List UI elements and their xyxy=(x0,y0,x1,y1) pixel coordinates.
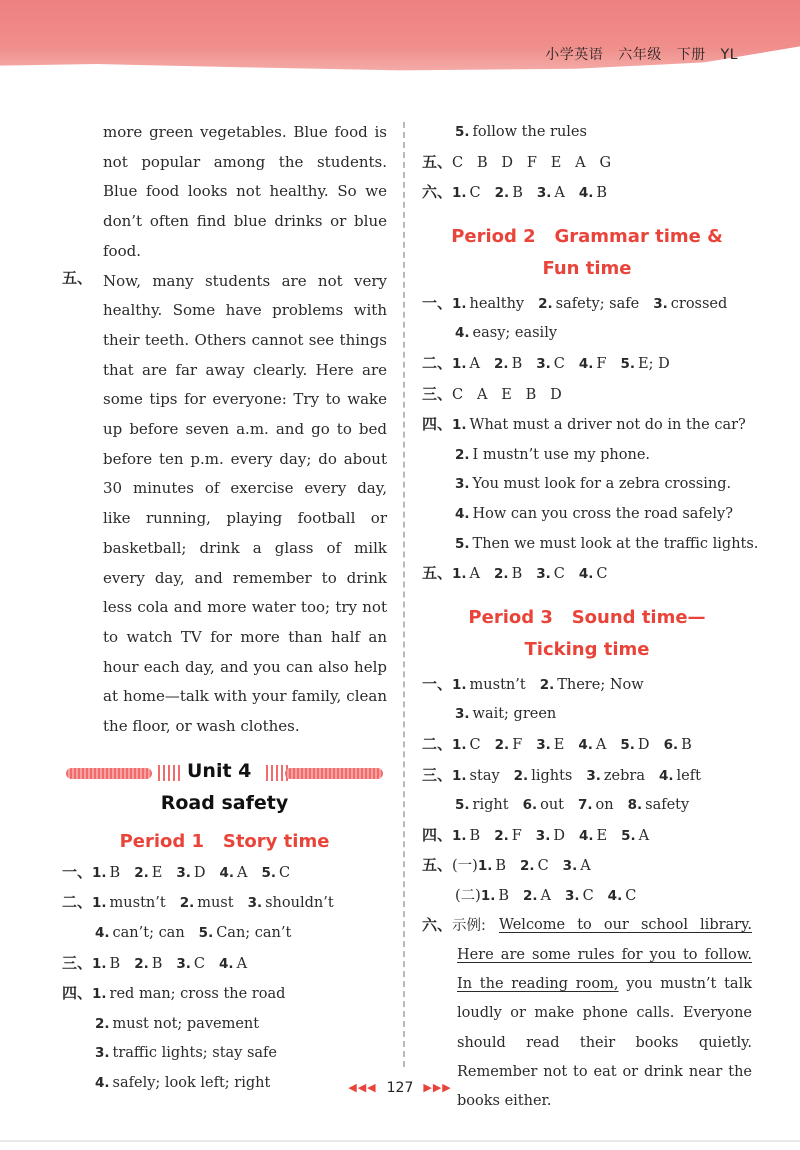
item-number: 2. xyxy=(494,566,509,583)
answer-line xyxy=(422,761,752,792)
answer-text: shouldn’t xyxy=(265,895,334,912)
answer-text: C xyxy=(553,355,565,372)
answer-text: B xyxy=(495,858,507,875)
answer-text: A xyxy=(580,858,591,875)
page-footer xyxy=(0,1080,800,1096)
section-marker: 二、 xyxy=(422,734,453,753)
item-number: 4. xyxy=(658,767,674,784)
item-number: 2. xyxy=(134,864,149,881)
item-number: 4. xyxy=(95,924,110,941)
item-number: 2. xyxy=(179,895,195,912)
item-number: 3. xyxy=(455,476,470,493)
answer-text: E xyxy=(596,827,608,844)
column-divider xyxy=(403,122,405,1067)
item-number: 4. xyxy=(455,325,470,342)
answer-line xyxy=(422,441,752,471)
answer-line xyxy=(422,670,752,701)
item-number: 1. xyxy=(452,827,467,844)
item-number: 5. xyxy=(620,736,635,753)
answer-text: Can; can’t xyxy=(216,924,292,941)
section-marker: 三、 xyxy=(422,384,453,403)
item-number: 2. xyxy=(494,827,509,844)
section-marker: 五、 xyxy=(422,564,453,583)
section-marker: 四、 xyxy=(422,415,453,434)
item-number: 4. xyxy=(578,736,593,753)
answer-text: C xyxy=(553,566,565,583)
item-number: 8. xyxy=(627,797,643,814)
item-number: 4. xyxy=(578,566,594,583)
section-marker: 三、 xyxy=(422,765,453,784)
answer-line xyxy=(422,911,486,942)
answer-items xyxy=(478,858,591,874)
answer-text: crossed xyxy=(670,295,728,312)
section-marker: 五、 xyxy=(62,268,93,287)
item-number: 6. xyxy=(663,736,679,753)
section-marker: 一、 xyxy=(422,674,453,693)
item-number: 2. xyxy=(523,887,538,904)
answer-line xyxy=(422,821,752,852)
answer-text: easy; easily xyxy=(472,325,558,342)
answer-text: D xyxy=(637,736,650,753)
section-marker: 五、 xyxy=(422,856,453,875)
answer-line xyxy=(422,178,752,209)
heading-decor-bar xyxy=(285,768,383,779)
period-heading: Period 3 Sound time— xyxy=(468,606,706,628)
period-heading-continued: Fun time xyxy=(542,257,632,279)
answer-text: F xyxy=(511,827,522,844)
answer-line xyxy=(422,410,752,441)
item-number: 1. xyxy=(477,858,493,875)
answer-text: safety; safe xyxy=(555,295,640,312)
answer-line xyxy=(422,380,752,411)
answer-text: must not; pavement xyxy=(112,1015,260,1032)
answer-text: A xyxy=(469,566,481,583)
period-heading: Period 1 Story time xyxy=(119,830,330,852)
answer-items xyxy=(481,888,636,904)
item-number: 6. xyxy=(522,797,538,814)
answer-line xyxy=(62,858,387,889)
answer-text: mustn’t xyxy=(469,676,526,693)
item-number: 1. xyxy=(452,295,467,312)
section-marker: 六、 xyxy=(422,916,453,935)
answer-text: How can you cross the road safely? xyxy=(472,505,733,522)
item-number: 4. xyxy=(455,505,470,522)
answer-text: A xyxy=(237,864,248,881)
answer-text: safely; look left; right xyxy=(112,1074,271,1091)
item-number: 1. xyxy=(452,355,467,372)
answer-line xyxy=(422,700,752,730)
answer-line xyxy=(62,979,387,1010)
answer-line xyxy=(422,559,752,590)
item-number: 3. xyxy=(176,955,191,972)
example-text: you mustn’t talk loudly or make phone calls. Everyone should read their books quietly. Remember not to eat or drink near the books either. xyxy=(457,976,752,1110)
answer-line xyxy=(422,791,752,821)
section-marker: 五、 xyxy=(422,152,453,171)
answer-text: lights xyxy=(531,767,573,784)
item-number: 3. xyxy=(586,767,601,784)
unit-subtitle: Road safety xyxy=(160,791,289,814)
item-number: 1. xyxy=(92,864,107,881)
answer-line xyxy=(422,148,752,179)
item-number: 1. xyxy=(452,566,467,583)
answer-text: C A E B D xyxy=(452,386,562,403)
answer-line xyxy=(422,851,752,882)
item-number: 3. xyxy=(536,185,552,202)
answer-text: There; Now xyxy=(557,676,644,693)
answer-text: D xyxy=(553,827,565,844)
item-number: 2. xyxy=(538,295,553,312)
heading-decor-bar xyxy=(66,768,152,779)
answer-text: C xyxy=(582,887,594,904)
answer-text: You must look for a zebra crossing. xyxy=(472,476,732,493)
header-banner xyxy=(0,0,800,80)
answer-line xyxy=(62,888,387,919)
section-marker: 四、 xyxy=(422,825,453,844)
header-book-info xyxy=(535,44,738,64)
answer-text: out xyxy=(540,797,564,814)
item-number: 5. xyxy=(455,124,470,140)
item-number: 2. xyxy=(134,955,149,972)
left-column xyxy=(62,118,387,1099)
item-number: 1. xyxy=(452,417,467,434)
item-number: 2. xyxy=(455,446,470,463)
item-number: 2. xyxy=(539,676,555,693)
answer-text: Then we must look at the traffic lights. xyxy=(472,535,759,552)
example-underlined-text: Welcome to our school library. Here are some rules for you to follow. In the reading room, xyxy=(457,917,752,993)
bottom-rule xyxy=(0,1140,800,1142)
section-marker: 四、 xyxy=(62,984,93,1003)
answer-text: A xyxy=(554,185,565,202)
item-number: 5. xyxy=(198,924,214,941)
answer-line xyxy=(62,949,387,980)
answer-line xyxy=(422,349,752,380)
answer-text: C B D F E A G xyxy=(452,154,612,171)
unit-title: Unit 4 xyxy=(187,759,252,782)
section-marker: 一、 xyxy=(62,862,93,881)
item-number: 4. xyxy=(219,864,235,881)
example-label: 示例: xyxy=(452,918,486,935)
answer-text: D xyxy=(193,864,206,881)
answer-text: B xyxy=(151,955,163,972)
header-volume: 下册 xyxy=(676,47,706,63)
answer-line xyxy=(422,730,752,761)
answer-line xyxy=(422,882,752,912)
item-number: 5. xyxy=(621,827,636,844)
item-number: 3. xyxy=(95,1045,110,1062)
item-number: 5. xyxy=(455,535,470,552)
item-number: 1. xyxy=(452,736,467,753)
item-number: 2. xyxy=(494,185,510,202)
answer-line xyxy=(62,919,387,949)
unit-heading-bar xyxy=(62,759,387,784)
item-number: 3. xyxy=(176,864,191,881)
answer-text: B xyxy=(498,887,510,904)
left-arrows-icon: ◀◀◀ xyxy=(348,1081,377,1094)
page-number: 127 xyxy=(386,1080,414,1096)
right-column xyxy=(422,118,759,1117)
answer-text: E xyxy=(553,736,565,753)
answer-text: C xyxy=(469,185,481,202)
item-number: 1. xyxy=(92,955,107,972)
answer-text: right xyxy=(472,797,509,814)
item-number: 1. xyxy=(92,986,107,1003)
answer-text: F xyxy=(512,736,523,753)
item-number: 4. xyxy=(578,185,594,202)
answer-text: C xyxy=(537,858,549,875)
item-number: 1. xyxy=(452,185,467,202)
answer-text: on xyxy=(595,797,614,814)
answer-text: E xyxy=(151,864,163,881)
answer-block-5 xyxy=(62,267,387,742)
answer-text: A xyxy=(595,736,607,753)
answer-text: C xyxy=(193,955,206,972)
item-number: 3. xyxy=(455,706,470,723)
right-arrows-icon: ▶▶▶ xyxy=(423,1081,452,1094)
answer-text: A xyxy=(638,827,650,844)
answer-text: B xyxy=(109,864,121,881)
item-number: 3. xyxy=(562,858,578,875)
item-number: 1. xyxy=(480,887,496,904)
answer-text: What must a driver not do in the car? xyxy=(469,417,746,434)
answer-text: stay xyxy=(469,767,500,784)
answer-text: can’t; can xyxy=(112,924,185,941)
header-grade: 六年级 xyxy=(618,47,662,63)
answer-text: E; D xyxy=(637,355,670,372)
answer-text: zebra xyxy=(603,767,645,784)
item-number: 3. xyxy=(565,887,580,904)
answer-line xyxy=(62,1039,387,1069)
item-number: 4. xyxy=(219,955,234,972)
answer-text: B xyxy=(469,827,481,844)
answer-text: C xyxy=(596,566,608,583)
sub-part-label: (一) xyxy=(452,858,478,875)
item-number: 5. xyxy=(455,797,470,814)
model-passage: Now, many students are not very healthy. Some have problems with their teeth. Others cannot see things that are far away clearly. Here are some tips for everyone: Try to wake up before seven a.m. and go to bed before ten p.m. every day; do about 30 minutes of exercise every day, like running, playing football or basketball; drink a glass of milk every day, and remember to drink less cola and more water too; try not to watch TV for more than half an hour each day, and you can also help at home—talk with your family, clean the floor, or wash clothes. xyxy=(103,271,387,736)
item-number: 3. xyxy=(247,895,263,912)
answer-text: wait; green xyxy=(472,706,557,723)
answer-text: safety xyxy=(645,797,690,814)
answer-block-4 xyxy=(422,410,759,559)
passage-continued: more green vegetables. Blue food is not popular among the students. Blue food looks not healthy. So we don’t often find blue drinks or blue food. xyxy=(103,123,387,260)
item-number: 4. xyxy=(578,827,594,844)
item-number: 1. xyxy=(452,676,467,693)
item-number: 2. xyxy=(494,355,509,372)
answer-text: B xyxy=(512,185,523,202)
answer-text: C xyxy=(279,864,291,881)
answer-text: B xyxy=(511,566,523,583)
answer-text: A xyxy=(236,955,248,972)
answer-text: B xyxy=(596,185,608,202)
section-marker: 二、 xyxy=(62,893,93,912)
item-number: 5. xyxy=(620,355,635,372)
period-heading-continued: Ticking time xyxy=(524,638,650,660)
item-number: 3. xyxy=(535,827,551,844)
answer-text: traffic lights; stay safe xyxy=(112,1045,278,1062)
answer-text: C xyxy=(625,887,637,904)
answer-text: follow the rules xyxy=(472,124,587,140)
item-number: 3. xyxy=(536,566,551,583)
answer-text: healthy xyxy=(469,295,525,312)
item-number: 3. xyxy=(536,736,551,753)
answer-line xyxy=(422,289,752,320)
answer-line xyxy=(422,500,752,530)
item-number: 7. xyxy=(578,797,593,814)
sub-part-label: (二) xyxy=(455,887,481,904)
answer-text: A xyxy=(540,887,552,904)
answer-text: B xyxy=(109,955,121,972)
answer-text: I mustn’t use my phone. xyxy=(472,446,651,463)
section-marker: 二、 xyxy=(422,353,453,372)
item-number: 4. xyxy=(607,887,623,904)
heading-decor-ticks xyxy=(158,765,180,781)
header-edition: YL xyxy=(720,47,738,63)
item-number: 4. xyxy=(578,355,594,372)
header-subject: 小学英语 xyxy=(545,47,604,63)
answer-text: mustn’t xyxy=(109,895,166,912)
item-number: 5. xyxy=(261,864,277,881)
answer-text: red man; cross the road xyxy=(109,986,286,1003)
answer-text: must xyxy=(197,895,234,912)
item-number: 1. xyxy=(92,895,107,912)
answer-text: B xyxy=(511,355,523,372)
section-marker: 六、 xyxy=(422,183,453,202)
item-number: 2. xyxy=(494,736,510,753)
item-number: 3. xyxy=(536,355,551,372)
answer-text: B xyxy=(681,736,692,753)
answer-text: C xyxy=(469,736,481,753)
item-number: 2. xyxy=(95,1015,110,1032)
answer-line xyxy=(422,118,752,148)
period-heading: Period 2 Grammar time & xyxy=(451,225,723,247)
item-number: 2. xyxy=(520,858,535,875)
answer-line xyxy=(62,1010,387,1040)
item-number: 3. xyxy=(653,295,668,312)
item-number: 4. xyxy=(95,1074,110,1091)
section-marker: 三、 xyxy=(62,953,93,972)
answer-text: A xyxy=(469,355,481,372)
answer-text: left xyxy=(676,767,701,784)
answer-text: F xyxy=(596,355,607,372)
answer-line xyxy=(422,319,752,349)
section-marker: 一、 xyxy=(422,293,453,312)
item-number: 1. xyxy=(452,767,467,784)
answer-line xyxy=(422,530,759,560)
item-number: 2. xyxy=(513,767,529,784)
answer-line xyxy=(422,470,752,500)
